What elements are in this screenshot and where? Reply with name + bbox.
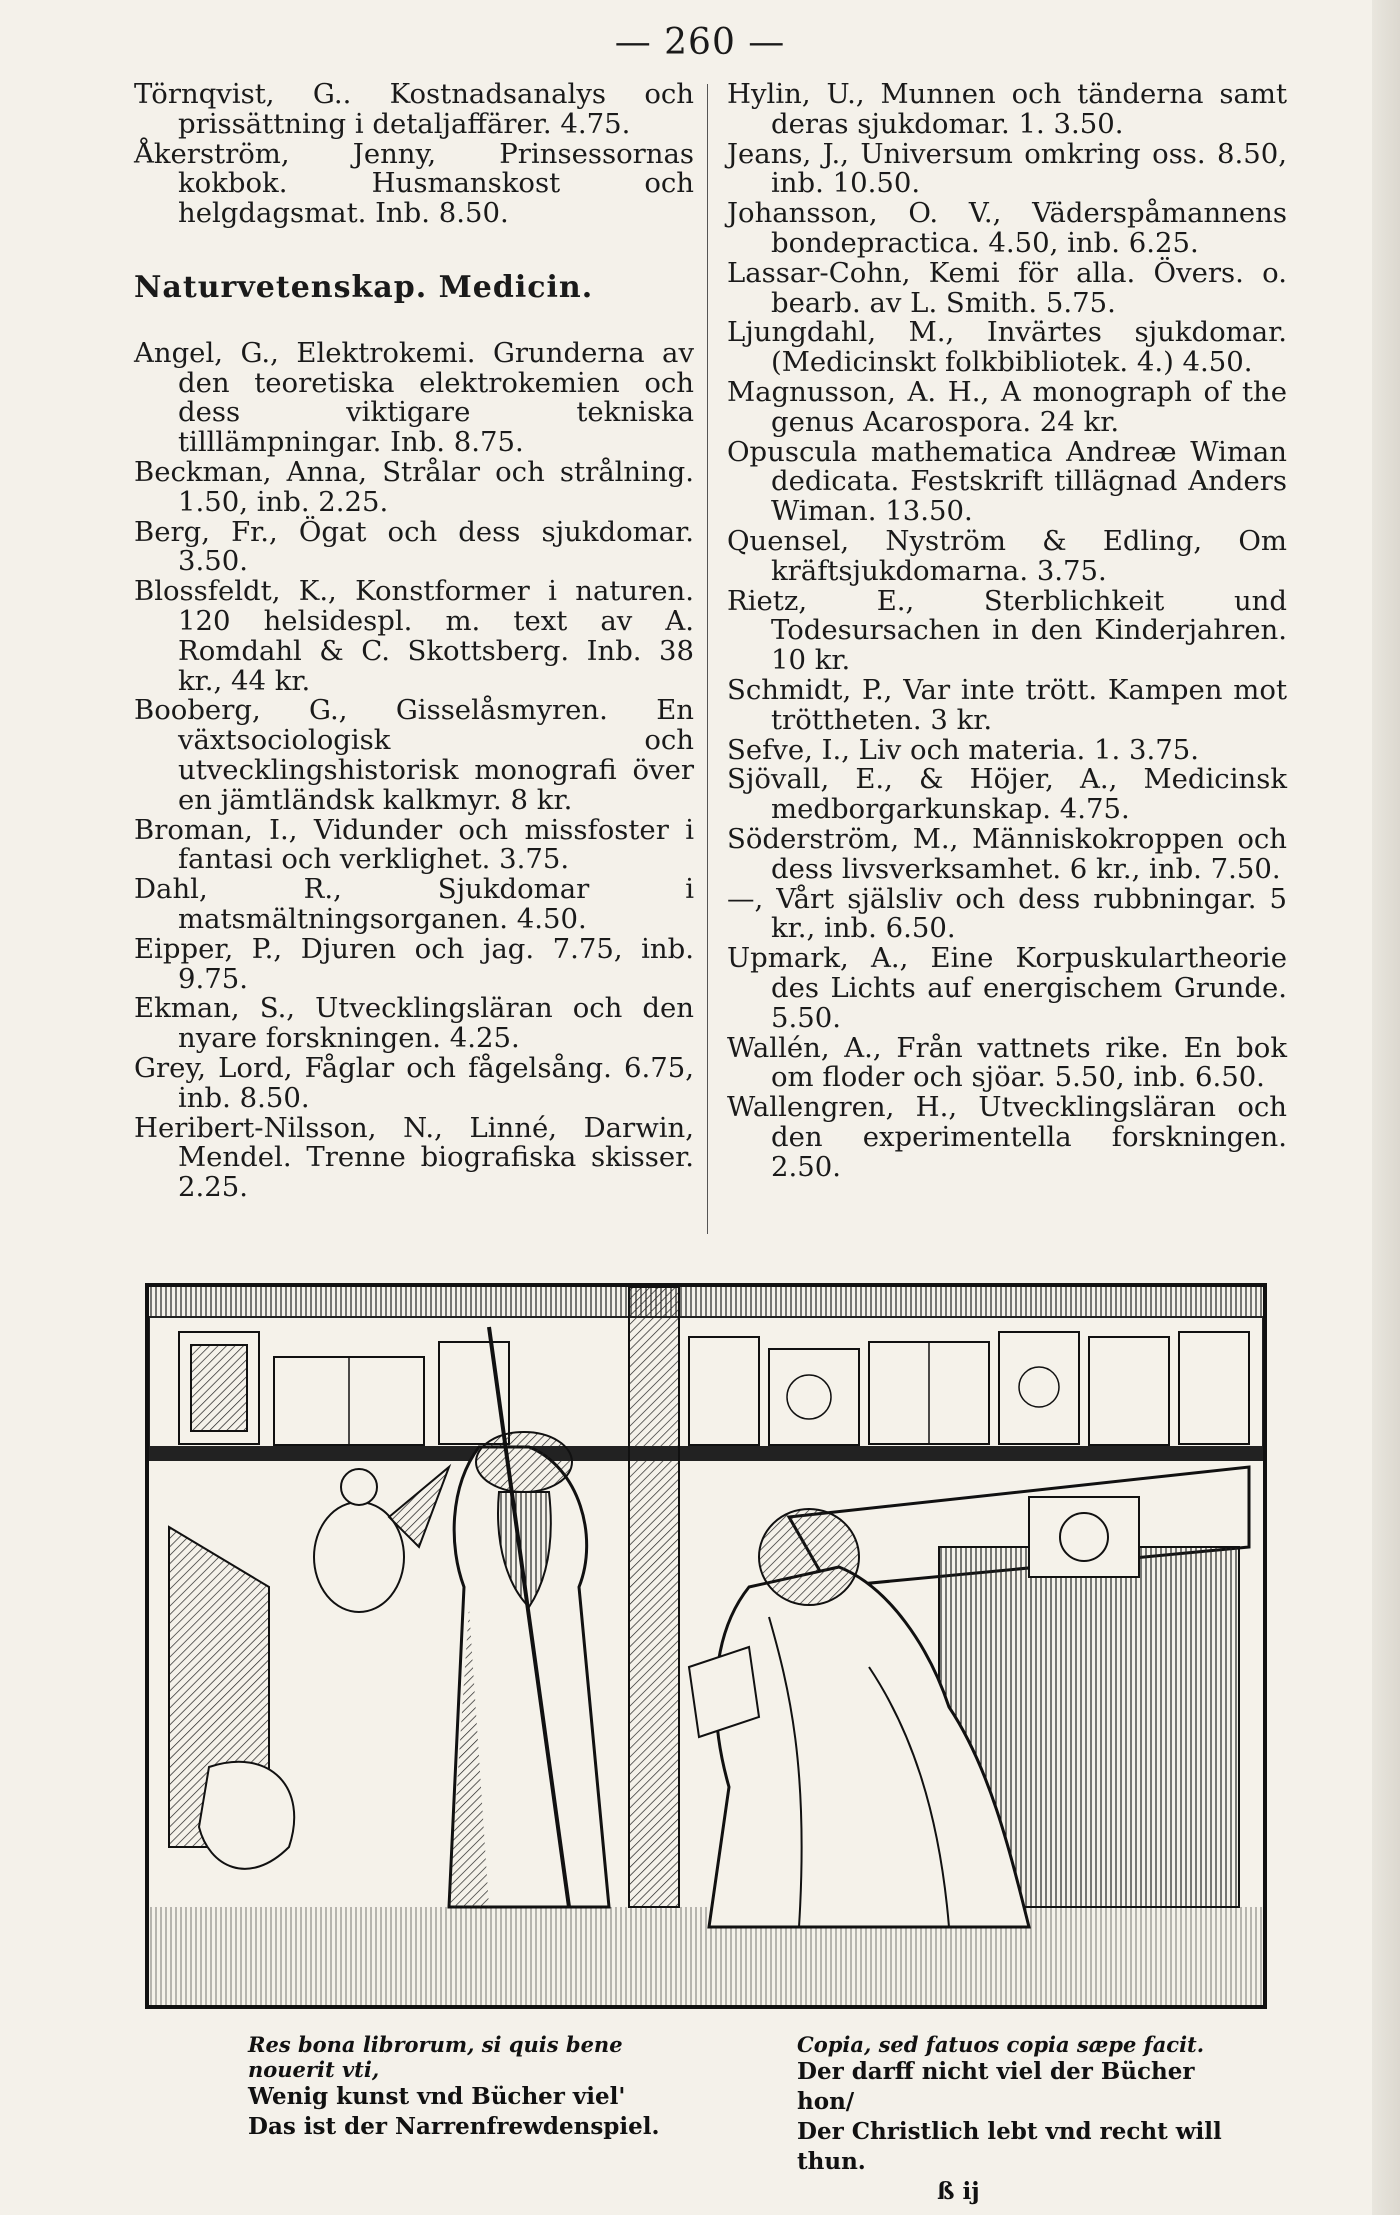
page-number: — 260 — bbox=[614, 22, 786, 63]
list-item: Broman, I., Vidunder och missfoster i fantasi och verklighet. 3.75. bbox=[134, 813, 694, 876]
list-item: Sjövall, E., & Höjer, A., Medicinsk medborgarkunskap. 4.75. bbox=[727, 763, 1287, 826]
list-item: Upmark, A., Eine Korpuskulartheorie des Lichts auf energischem Grunde. 5.50. bbox=[727, 942, 1287, 1034]
list-item: Dahl, R., Sjukdomar i matsmältningsorganen. 4.50. bbox=[134, 873, 694, 935]
list-item: Schmidt, P., Var inte trött. Kampen mot tröttheten. 3 kr. bbox=[727, 673, 1287, 736]
list-item: Berg, Fr., Ögat och dess sjukdomar. 3.50. bbox=[134, 515, 694, 578]
list-item: Törnqvist, G.. Kostnadsanalys och prissättning i detaljaffärer. 4.75. bbox=[134, 78, 694, 140]
list-item: Hylin, U., Munnen och tänderna samt deras sjukdomar. 1. 3.50. bbox=[727, 78, 1287, 140]
list-item: Söderström, M., Människokroppen och dess livsverksamhet. 6 kr., inb. 7.50. bbox=[727, 822, 1287, 885]
caption-left-german-line-2: Das ist der Narrenfrewdenspiel. bbox=[248, 2113, 660, 2140]
woodcut-illustration bbox=[145, 1283, 1267, 2009]
caption-right bbox=[797, 2032, 1237, 2207]
section-heading: Naturvetenskap. Medicin. bbox=[134, 269, 594, 305]
caption-right-german-line-1: Der darff nicht viel der Bücher hon/ bbox=[797, 2058, 1195, 2115]
list-item: Booberg, G., Gisselåsmyren. En växtsociologisk och utvecklingshistorisk monografi över en jämtländsk kalkmyr. 8 kr. bbox=[134, 694, 694, 816]
list-item: Angel, G., Elektrokemi. Grunderna av den teoretiska elektrokemien och dess viktigare tekniska tilllämpningar. Inb. 8.75. bbox=[134, 336, 694, 459]
caption-right-latin: Copia, sed fatuos copia sæpe facit. bbox=[797, 2032, 1205, 2057]
list-item: Johansson, O. V., Väderspåmannens bondepractica. 4.50, inb. 6.25. bbox=[727, 197, 1287, 259]
list-item: Blossfeldt, K., Konstformer i naturen. 120 helsidespl. m. text av A. Romdahl & C. Skottsberg. Inb. 38 kr., 44 kr. bbox=[134, 575, 694, 697]
list-item: Rietz, E., Sterblichkeit und Todesursachen in den Kinderjahren. 10 kr. bbox=[727, 584, 1287, 677]
list-item: Grey, Lord, Fåglar och fågelsång. 6.75, inb. 8.50. bbox=[134, 1051, 694, 1114]
right-column bbox=[727, 80, 1287, 1182]
list-item: Lassar-Cohn, Kemi för alla. Övers. o. bearb. av L. Smith. 5.75. bbox=[727, 256, 1287, 319]
column-divider bbox=[707, 84, 708, 1234]
woodcut-scholars-library-image bbox=[149, 1287, 1263, 2005]
list-item: Ljungdahl, M., Invärtes sjukdomar. (Medicinskt folkbibliotek. 4.) 4.50. bbox=[727, 316, 1287, 379]
list-item: —, Vårt själsliv och dess rubbningar. 5 kr., inb. 6.50. bbox=[727, 882, 1287, 945]
list-item: Åkerström, Jenny, Prinsessornas kokbok. Husmanskost och helgdagsmat. Inb. 8.50. bbox=[134, 137, 694, 230]
list-item: Quensel, Nyström & Edling, Om kräftsjukdomarna. 3.75. bbox=[727, 524, 1287, 587]
list-item: Eipper, P., Djuren och jag. 7.75, inb. 9.75. bbox=[134, 932, 694, 995]
list-item: Jeans, J., Universum omkring oss. 8.50, inb. 10.50. bbox=[727, 137, 1287, 200]
list-item: Beckman, Anna, Strålar och strålning. 1.50, inb. 2.25. bbox=[134, 455, 694, 518]
list-item: Sefve, I., Liv och materia. 1. 3.75. bbox=[727, 733, 1199, 766]
printer-signature: ß ij bbox=[937, 2178, 980, 2205]
caption-left-latin: Res bona librorum, si quis bene nouerit vti, bbox=[248, 2032, 623, 2082]
caption-left bbox=[248, 2032, 688, 2142]
list-item: Ekman, S., Utvecklingsläran och den nyare forskningen. 4.25. bbox=[134, 992, 694, 1055]
caption-left-german-line-1: Wenig kunst vnd Bücher viel' bbox=[248, 2083, 626, 2110]
list-item: Opuscula mathematica Andreæ Wiman dedicata. Festskrift tillägnad Anders Wiman. 13.50. bbox=[727, 435, 1287, 528]
left-column bbox=[134, 80, 694, 1203]
list-item: Heribert-Nilsson, N., Linné, Darwin, Mendel. Trenne biografiska skisser. 2.25. bbox=[134, 1111, 694, 1204]
caption-right-german-line-2: Der Christlich lebt vnd recht will thun. bbox=[797, 2118, 1222, 2175]
list-item: Magnusson, A. H., A monograph of the genus Acarospora. 24 kr. bbox=[727, 375, 1287, 438]
page-edge bbox=[1372, 0, 1400, 2215]
list-item: Wallén, A., Från vattnets rike. En bok om floder och sjöar. 5.50, inb. 6.50. bbox=[727, 1031, 1287, 1094]
list-item: Wallengren, H., Utvecklingsläran och den experimentella forskningen. 2.50. bbox=[727, 1091, 1287, 1183]
